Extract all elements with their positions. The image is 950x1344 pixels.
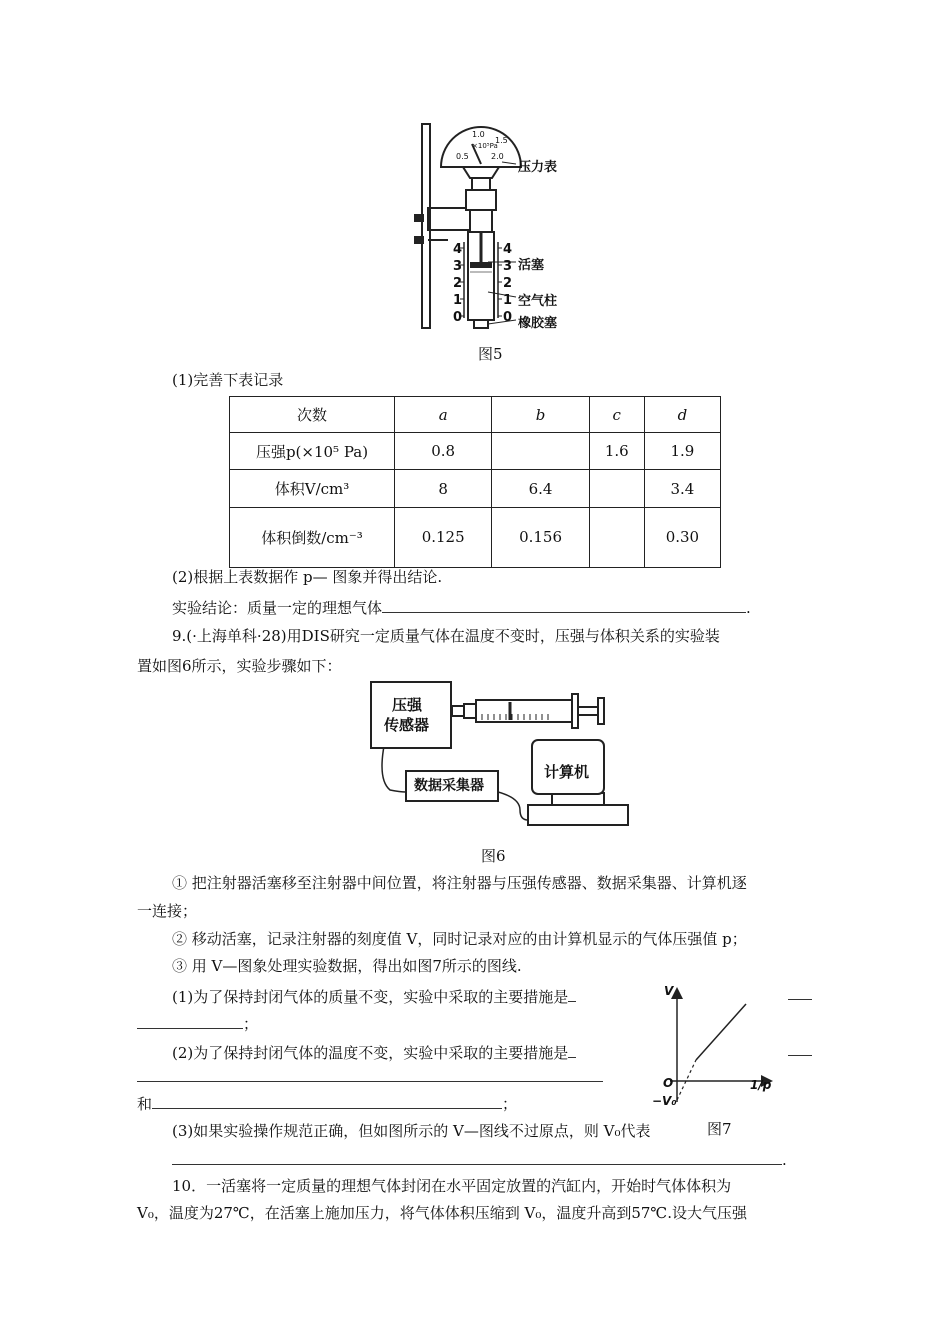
label-piston: 活塞 — [518, 258, 545, 273]
answer-blank[interactable] — [568, 1041, 576, 1058]
q9-step1-line1: ① 把注射器活塞移至注射器中间位置，将注射器与压强传感器、数据采集器、计算机逐 — [172, 874, 747, 892]
fig7-x-label: 1/p — [750, 1078, 772, 1092]
scale-right-0: 0 — [503, 310, 513, 325]
q8-conclusion-line — [172, 596, 751, 618]
data-collector-label: 数据采集器 — [414, 778, 484, 794]
period: . — [746, 599, 751, 617]
label-rubber-plug: 橡胶塞 — [518, 316, 558, 331]
scale-left-4: 4 — [453, 242, 463, 257]
fig7-y-label: V — [664, 984, 674, 998]
table-row-label: 体积V/cm³ — [230, 470, 395, 507]
computer-label: 计算机 — [544, 763, 590, 781]
q9-sub3: (3)如果实验操作规范正确，但如图所示的 V—图线不过原点，则 V₀代表 — [172, 1122, 651, 1140]
q9-step1-line2: 一连接； — [137, 902, 198, 920]
table-header-cell: 次数 — [230, 397, 395, 433]
label-air-column: 空气柱 — [518, 294, 558, 309]
semicolon: ； — [243, 1015, 259, 1033]
q9-sub1-text: (1)为了保持封闭气体的质量不变，实验中采取的主要措施是 — [172, 988, 569, 1006]
q9-sub2-text: (2)为了保持封闭气体的温度不变，实验中采取的主要措施是 — [172, 1044, 569, 1062]
and-text: 和 — [137, 1095, 153, 1113]
q9-sub3-line2 — [172, 1148, 787, 1170]
q10-line2: V₀，温度为27℃，在活塞上施加压力，将气体体积压缩到 V₀，温度升高到57℃.设大气压强 — [137, 1204, 747, 1222]
table-row — [230, 507, 721, 567]
semicolon: ； — [502, 1095, 518, 1113]
table-cell: 3.4 — [644, 470, 720, 507]
table-cell: 1.6 — [589, 433, 644, 470]
table-cell: 0.125 — [395, 507, 492, 567]
scale-left-0: 0 — [453, 310, 463, 325]
fig7-intercept-label: −V₀ — [652, 1094, 677, 1108]
graph-line-extension — [677, 1060, 696, 1100]
dial-label-far-right: 2.0 — [491, 152, 504, 161]
table-cell: 0.8 — [395, 433, 492, 470]
dial-label-left: 0.5 — [456, 152, 469, 161]
q9-intro-line1: 9.(·上海单科·28)用DIS研究一定质量气体在温度不变时，压强与体积关系的实验装 — [172, 627, 720, 645]
q10-line1: 10．一活塞将一定质量的理想气体封闭在水平固定放置的汽缸内，开始时气体体积为 — [172, 1177, 732, 1195]
figure-6-caption: 图6 — [481, 847, 506, 865]
q9-intro-line2: 置如图6所示，实验步骤如下： — [137, 657, 342, 675]
fig7-origin-label: O — [663, 1076, 674, 1090]
record-table — [229, 396, 721, 568]
figure-7-caption: 图7 — [707, 1120, 732, 1138]
table-row-label: 压强p(×10⁵ Pa) — [230, 433, 395, 470]
table-header-cell: a — [395, 397, 492, 433]
q9-sub1 — [172, 985, 576, 1007]
figure-5-caption: 图5 — [478, 345, 503, 363]
answer-blank[interactable] — [568, 985, 576, 1002]
answer-blank[interactable] — [788, 1055, 812, 1056]
answer-blank[interactable] — [152, 1092, 502, 1109]
dial-label-top: 1.0 — [472, 130, 485, 139]
dial-unit: ×10⁵Pa — [472, 142, 498, 150]
scale-right-1: 1 — [503, 293, 513, 308]
answer-blank[interactable] — [382, 596, 746, 613]
q9-sub1-line2 — [137, 1012, 258, 1034]
table-row — [230, 433, 721, 470]
q9-step2: ② 移动活塞，记录注射器的刻度值 V，同时记录对应的由计算机显示的气体压强值 p； — [172, 930, 747, 948]
table-row — [230, 470, 721, 507]
table-cell-blank[interactable] — [589, 507, 644, 567]
answer-blank[interactable] — [172, 1148, 782, 1165]
scale-left-1: 1 — [453, 293, 463, 308]
answer-blank[interactable] — [137, 1081, 603, 1082]
q8-part2: (2)根据上表数据作 p— 图象并得出结论. — [172, 568, 443, 586]
q9-sub2 — [172, 1041, 576, 1063]
q8-part1: (1)完善下表记录 — [172, 371, 284, 389]
table-row-label: 体积倒数/cm⁻³ — [230, 507, 395, 567]
table-cell-blank[interactable] — [492, 433, 589, 470]
label-pressure-gauge: 压力表 — [518, 160, 558, 175]
answer-blank[interactable] — [788, 999, 812, 1000]
dial-label-right: 1.5 — [495, 136, 508, 145]
scale-right-2: 2 — [503, 276, 513, 291]
scale-right-4: 4 — [503, 242, 513, 257]
table-cell: 0.156 — [492, 507, 589, 567]
pressure-sensor-label-2: 传感器 — [384, 716, 430, 734]
table-header-cell: b — [492, 397, 589, 433]
answer-blank[interactable] — [137, 1012, 243, 1029]
table-cell: 1.9 — [644, 433, 720, 470]
scale-right-3: 3 — [503, 259, 513, 274]
table-header-cell: d — [644, 397, 720, 433]
scale-left-2: 2 — [453, 276, 463, 291]
period: . — [782, 1151, 787, 1169]
table-cell-blank[interactable] — [589, 470, 644, 507]
q9-sub2-line3 — [137, 1092, 517, 1114]
table-cell: 8 — [395, 470, 492, 507]
pressure-sensor-label-1: 压强 — [392, 696, 423, 714]
scale-left-3: 3 — [453, 259, 463, 274]
graph-line — [696, 1004, 746, 1060]
table-cell: 6.4 — [492, 470, 589, 507]
table-row — [230, 397, 721, 433]
q9-step3: ③ 用 V—图象处理实验数据，得出如图7所示的图线. — [172, 957, 522, 975]
table-header-cell: c — [589, 397, 644, 433]
table-cell: 0.30 — [644, 507, 720, 567]
q8-conclusion-label: 实验结论：质量一定的理想气体 — [172, 599, 383, 617]
